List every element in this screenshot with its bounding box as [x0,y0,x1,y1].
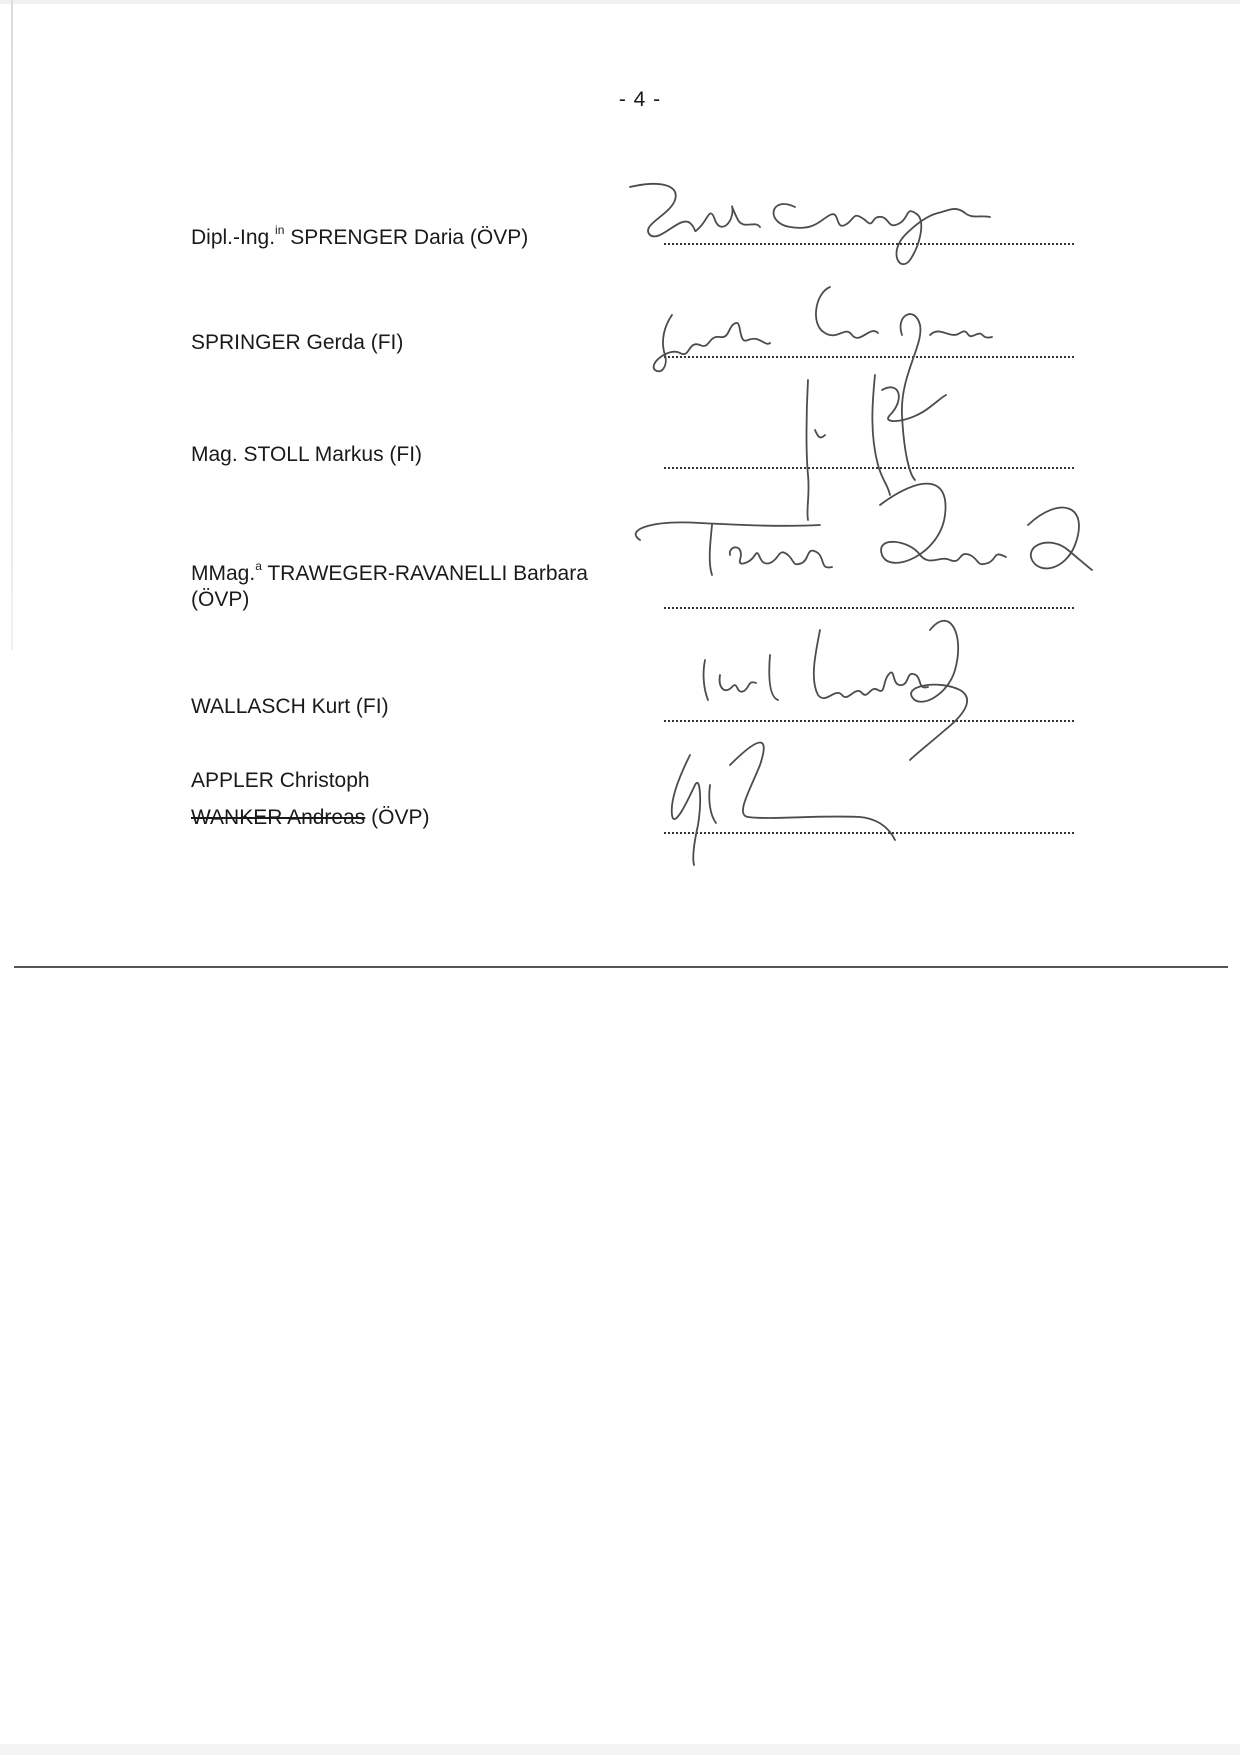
signatory-name: Mag. STOLL Markus (FI) [191,443,423,466]
signatory-appler [191,768,429,831]
signature-wallasch [704,621,968,760]
signatory-name: TRAWEGER-RAVANELLI Barbara [267,562,588,585]
scan-edge-left [11,0,13,650]
scan-edge-top [0,0,1240,4]
academic-title: Dipl.-Ing. [191,226,276,249]
signature-springer [654,287,992,480]
signatory-name: SPRENGER Daria (ÖVP) [290,226,529,249]
struck-name: WANKER Andreas [191,806,366,829]
signatory-springer [191,330,403,356]
signatory-traweger-ravanelli [191,555,588,613]
page-number: - 4 - [618,88,662,111]
signature-stoll [807,375,947,520]
signature-appler [672,743,895,866]
academic-title-suffix: in [275,223,285,237]
party-affiliation: (ÖVP) [365,806,430,829]
signature-traweger-ravanelli [636,484,1092,575]
horizontal-rule [14,966,1228,968]
signatory-sprenger [191,219,528,251]
academic-title: MMag. [191,562,256,585]
signatory-name: APPLER Christoph [191,769,370,792]
scan-edge-bottom [0,1744,1240,1755]
signatory-name: WALLASCH Kurt (FI) [191,695,389,718]
signatory-wallasch [191,694,389,720]
signatory-name: SPRINGER Gerda (FI) [191,331,404,354]
signature-sprenger [630,184,990,264]
handwritten-signatures [620,175,1160,855]
party-affiliation: (ÖVP) [191,588,250,611]
signatory-stoll [191,442,422,468]
academic-title-suffix: a [255,559,262,573]
